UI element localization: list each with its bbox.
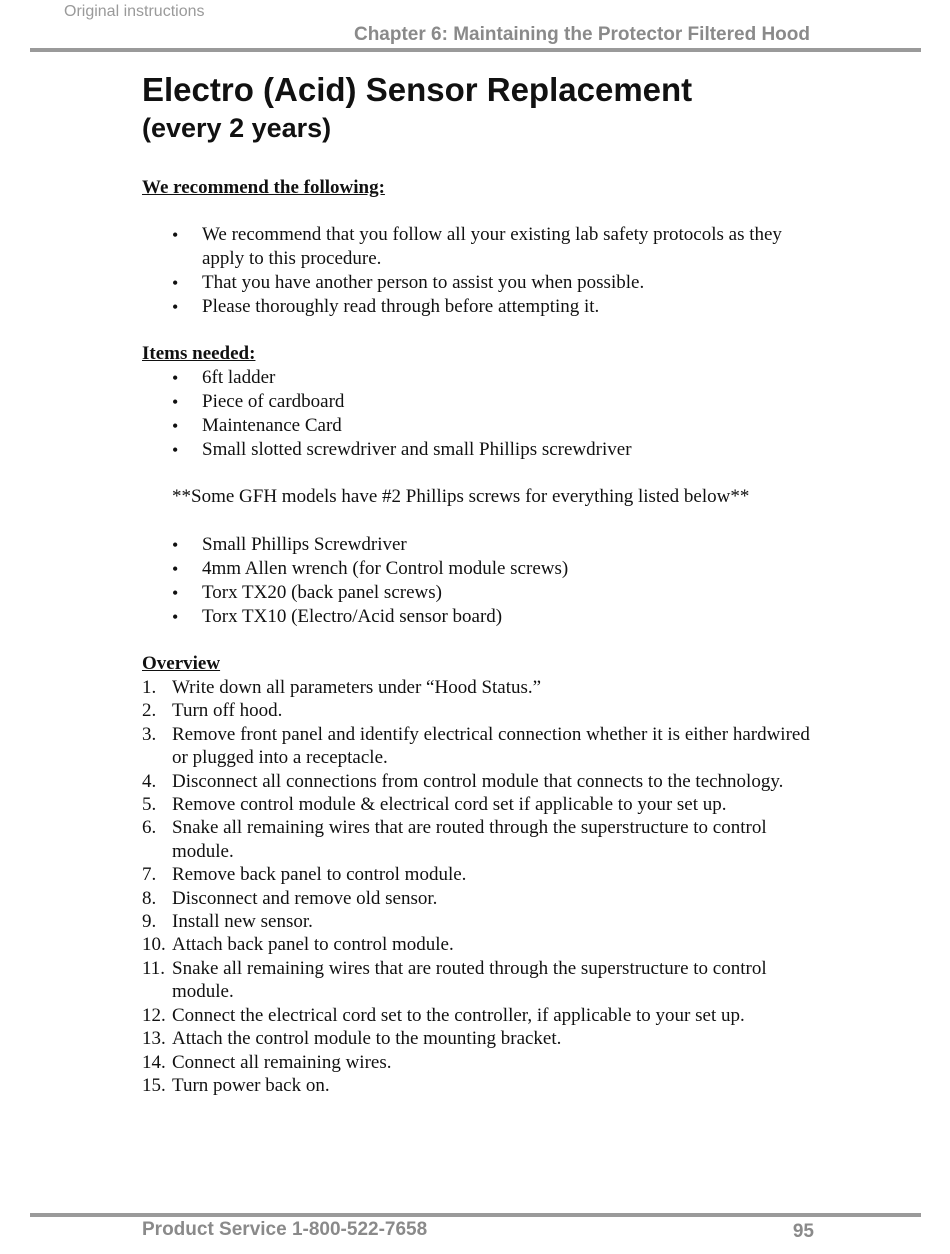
- list-item: • Small Phillips Screwdriver: [172, 533, 822, 557]
- list-item: • That you have another person to assist you when possible.: [172, 271, 822, 295]
- page-title: Electro (Acid) Sensor Replacement: [142, 71, 693, 108]
- list-item: • Please thoroughly read through before attempting it.: [172, 295, 822, 319]
- step-text: Attach back panel to control module.: [172, 934, 454, 956]
- step-number: 10.: [142, 934, 166, 956]
- recommend-heading: We recommend the following:: [142, 177, 385, 198]
- header-rule: [30, 48, 921, 52]
- step-item: [142, 863, 822, 886]
- header-note: Original instructions: [64, 3, 205, 20]
- step-text: Remove front panel and identify electrical connection whether it is either hardwired or plugged into a receptacle.: [172, 723, 810, 769]
- step-text: Remove back panel to control module.: [172, 864, 467, 886]
- step-item: [142, 957, 822, 1004]
- step-text: Remove control module & electrical cord set if applicable to your set up.: [172, 794, 727, 816]
- step-number: 9.: [142, 911, 157, 933]
- step-item: [142, 676, 822, 699]
- step-item: [142, 1027, 822, 1050]
- list-item: • Piece of cardboard: [172, 390, 822, 414]
- step-text: Install new sensor.: [172, 911, 313, 933]
- step-text: Turn power back on.: [172, 1074, 330, 1096]
- chapter-title: Chapter 6: Maintaining the Protector Filtered Hood: [353, 24, 810, 45]
- list-item: • 4mm Allen wrench (for Control module screws): [172, 557, 822, 581]
- step-number: 12.: [142, 1004, 166, 1026]
- step-number: 8.: [142, 887, 157, 909]
- list-item: • Torx TX10 (Electro/Acid sensor board): [172, 605, 822, 629]
- step-number: 1.: [142, 677, 157, 698]
- overview-steps: [142, 676, 822, 1097]
- step-item: [142, 933, 822, 956]
- list-item: • 6ft ladder: [172, 366, 822, 390]
- step-number: 15.: [142, 1074, 166, 1096]
- step-text: Snake all remaining wires that are routed through the superstructure to control module.: [172, 817, 767, 862]
- step-item: [142, 1051, 822, 1074]
- step-item: [142, 699, 822, 722]
- items-needed-list: [142, 366, 822, 462]
- step-text: Connect all remaining wires.: [172, 1051, 392, 1073]
- step-item: [142, 723, 822, 770]
- step-text: Attach the control module to the mounting bracket.: [172, 1028, 562, 1050]
- footer-rule: [30, 1213, 921, 1217]
- items-needed-heading: Items needed:: [142, 343, 256, 364]
- step-text: Connect the electrical cord set to the controller, if applicable to your set up.: [172, 1004, 745, 1026]
- step-text: Snake all remaining wires that are routed through the superstructure to control module.: [172, 957, 767, 1003]
- step-item: [142, 1004, 822, 1027]
- step-item: [142, 793, 822, 816]
- step-text: Disconnect and remove old sensor.: [172, 887, 438, 909]
- recommend-list: [142, 223, 822, 319]
- step-text: Turn off hood.: [172, 700, 283, 722]
- step-number: 7.: [142, 864, 157, 886]
- step-item: [142, 816, 822, 863]
- page-number: 95: [792, 1221, 814, 1242]
- step-item: [142, 910, 822, 933]
- step-number: 2.: [142, 700, 157, 722]
- list-item: • We recommend that you follow all your existing lab safety protocols as they apply to this procedure.: [172, 223, 822, 271]
- extra-tools-list: [142, 533, 822, 629]
- overview-heading: Overview: [142, 653, 221, 674]
- step-number: 6.: [142, 817, 157, 839]
- page-content: [142, 70, 822, 1097]
- step-text: Write down all parameters under “Hood Status.”: [172, 677, 542, 698]
- step-item: [142, 770, 822, 793]
- step-number: 4.: [142, 770, 157, 792]
- list-item: • Small slotted screwdriver and small Phillips screwdriver: [172, 438, 822, 462]
- step-number: 3.: [142, 723, 157, 745]
- list-item: • Torx TX20 (back panel screws): [172, 581, 822, 605]
- footer-service-number: Product Service 1-800-522-7658: [142, 1219, 428, 1240]
- step-item: [142, 887, 822, 910]
- step-number: 11.: [142, 957, 166, 979]
- step-number: 13.: [142, 1028, 166, 1050]
- step-text: Disconnect all connections from control module that connects to the technology.: [172, 770, 784, 792]
- step-number: 14.: [142, 1051, 166, 1073]
- step-item: [142, 1074, 822, 1097]
- step-number: 5.: [142, 794, 157, 816]
- models-note: **Some GFH models have #2 Phillips screws for everything listed below**: [172, 486, 750, 507]
- list-item: • Maintenance Card: [172, 414, 822, 438]
- page-subtitle: (every 2 years): [142, 113, 332, 143]
